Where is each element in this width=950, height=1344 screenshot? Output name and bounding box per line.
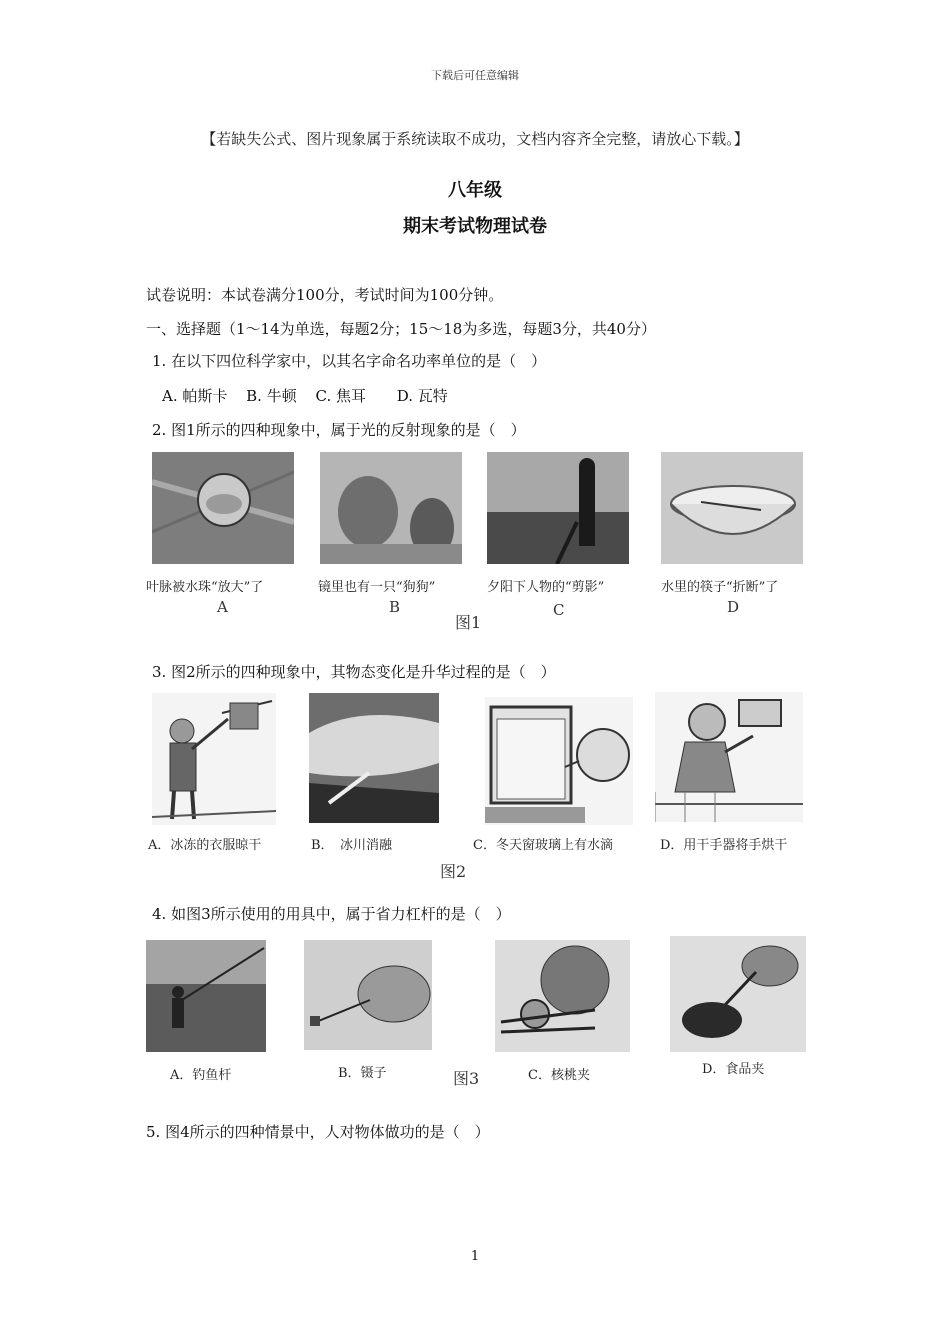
choice-d: D. 瓦特 (396, 387, 448, 405)
question-3-stem: 3. 图2所示的四种现象中，其物态变化是升华过程的是（ ） (152, 663, 556, 681)
caption-1b: 镜里也有一只“狗狗” (318, 580, 436, 595)
caption-1c: 夕阳下人物的“剪影” (487, 580, 605, 595)
caption-3c: C．核桃夹 (528, 1068, 590, 1083)
figure-1-label: 图1 (455, 613, 482, 632)
caption-3b: B．镊子 (338, 1066, 387, 1081)
window-water-drops-image (485, 697, 633, 825)
glacier-melting-image (309, 693, 439, 823)
figure-3-label: 图3 (453, 1069, 480, 1088)
caption-3a: A．钓鱼杆 (170, 1068, 232, 1083)
choice-c: C. 焦耳 (315, 387, 366, 405)
page-number: 1 (470, 1249, 480, 1264)
header-note: 下载后可任意编辑 (431, 69, 519, 82)
leaf-water-drop-image (152, 452, 294, 564)
letter-1c: C (553, 601, 565, 619)
question-1-choices (162, 385, 462, 406)
caption-2a: A．冰冻的衣服晾干 (148, 838, 262, 853)
letter-1b: B (389, 598, 401, 616)
caption-3d: D．食品夹 (702, 1062, 765, 1077)
caption-1a: 叶脉被水珠“放大”了 (146, 580, 264, 595)
question-5-stem: 5. 图4所示的四种情景中，人对物体做功的是（ ） (146, 1123, 490, 1141)
question-2-stem: 2. 图1所示的四种现象中，属于光的反射现象的是（ ） (152, 421, 526, 439)
sunset-silhouette-image (487, 452, 629, 564)
question-4-stem: 4. 如图3所示使用的用具中，属于省力杠杆的是（ ） (152, 905, 511, 923)
letter-1a: A (217, 598, 228, 616)
chopsticks-water-image (661, 452, 803, 564)
question-1-stem: 1. 在以下四位科学家中，以其名字命名功率单位的是（ ） (152, 352, 547, 370)
frozen-clothes-image (152, 693, 276, 825)
caption-2c: C．冬天窗玻璃上有水滴 (473, 838, 613, 853)
figure-2-label: 图2 (440, 862, 467, 881)
exam-instructions: 试卷说明：本试卷满分100分，考试时间为100分钟。 (146, 286, 504, 304)
caption-2d: D．用干手器将手烘干 (660, 838, 788, 853)
choice-b: B. 牛顿 (246, 387, 297, 405)
fishing-rod-image (146, 940, 266, 1052)
nutcracker-image (495, 940, 630, 1052)
hand-dryer-image (655, 692, 803, 822)
caption-1d: 水里的筷子“折断”了 (661, 580, 779, 595)
dog-mirror-image (320, 452, 462, 564)
caption-2b: B． 冰川消融 (311, 838, 393, 853)
exam-title: 期末考试物理试卷 (403, 216, 547, 237)
choice-a: A. 帕斯卡 (162, 387, 228, 405)
tweezers-image (304, 940, 432, 1050)
grade-title: 八年级 (448, 180, 502, 201)
section-heading: 一、选择题（1～14为单选，每题2分；15～18为多选，每题3分，共40分） (146, 320, 656, 338)
food-tongs-image (670, 936, 806, 1052)
download-notice: 【若缺失公式、图片现象属于系统读取不成功，文档内容齐全完整，请放心下载。】 (201, 130, 749, 148)
letter-1d: D (727, 598, 740, 616)
